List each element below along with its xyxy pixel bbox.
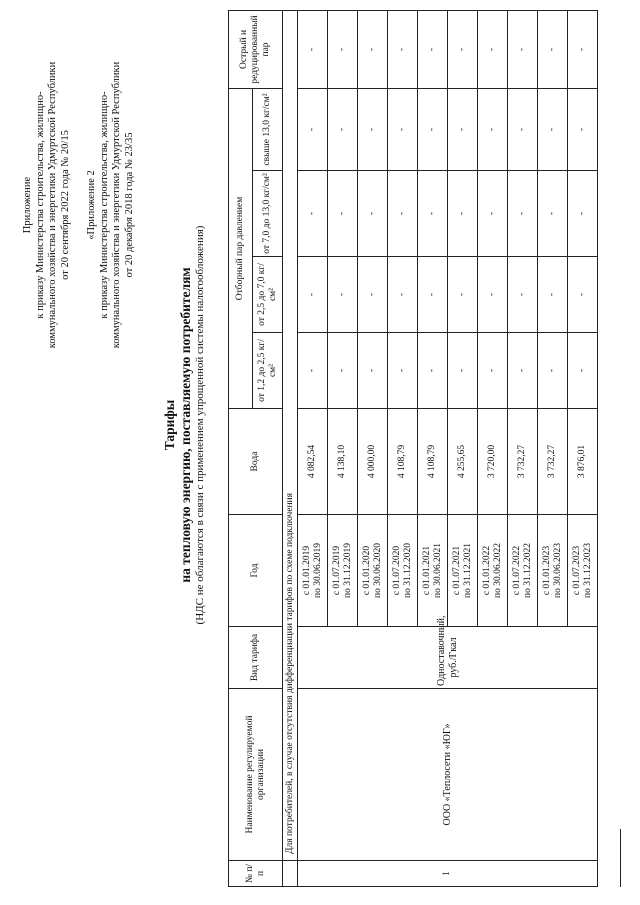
- pressure-4-value: -: [538, 88, 568, 170]
- section-label: Для потребителей, в случае отсутствия дифференциации тарифов по схеме подключения: [283, 10, 298, 860]
- header-tariff-type: Вид тарифа: [229, 627, 283, 689]
- tariff-table: [228, 10, 598, 887]
- title-line-2: на тепловую энергию, поставляемую потребителям: [178, 267, 193, 583]
- pressure-1-value: -: [298, 333, 328, 409]
- period-cell: [448, 515, 478, 627]
- period-from: с 01.01.2023: [541, 545, 552, 596]
- period-cell: [538, 515, 568, 627]
- pressure-2-value: -: [328, 257, 358, 333]
- period-to: по 31.12.2020: [402, 543, 413, 598]
- period-from: с 01.07.2022: [511, 545, 522, 596]
- water-value: 4 108,79: [388, 409, 418, 515]
- period-from: с 01.07.2019: [331, 545, 342, 596]
- period-from: с 01.01.2022: [481, 545, 492, 596]
- period-cell: [358, 515, 388, 627]
- period-cell: [418, 515, 448, 627]
- pressure-2-value: -: [388, 257, 418, 333]
- pressure-4-value: -: [448, 88, 478, 170]
- pressure-2-value: -: [508, 257, 538, 333]
- pressure-3-value: -: [448, 171, 478, 257]
- sharp-steam-value: -: [418, 10, 448, 88]
- appendix2-line: коммунального хозяйства и энергетики Удмуртской Республики: [111, 61, 122, 349]
- organization-name: ООО «Теплосети «ЮГ»: [298, 689, 598, 861]
- period-cell: [388, 515, 418, 627]
- header-number: № п/п: [229, 861, 283, 887]
- period-to: по 30.06.2019: [312, 543, 323, 598]
- row-number: 1: [298, 861, 598, 887]
- title-line-3: (НДС не облагаются в связи с применением упрощенной системы налогообложения): [194, 225, 206, 625]
- period-to: по 30.06.2023: [552, 543, 563, 598]
- pressure-3-value: -: [328, 171, 358, 257]
- pressure-1-value: -: [388, 333, 418, 409]
- water-value: 3 720,00: [478, 409, 508, 515]
- pressure-3-value: -: [478, 171, 508, 257]
- header-pressure-4: свыше 13,0 кг/см²: [253, 88, 283, 170]
- sharp-steam-value: -: [508, 10, 538, 88]
- water-value: 4 000,00: [358, 409, 388, 515]
- period-from: с 01.01.2019: [301, 545, 312, 596]
- pressure-4-value: -: [478, 88, 508, 170]
- header-water: Вода: [229, 409, 283, 515]
- water-value: 3 876,01: [568, 409, 598, 515]
- appendix2-block: [86, 25, 136, 385]
- sharp-steam-value: -: [478, 10, 508, 88]
- water-value: 3 732,27: [508, 409, 538, 515]
- pressure-3-value: -: [538, 171, 568, 257]
- period-to: по 30.06.2021: [432, 543, 443, 598]
- pressure-2-value: -: [448, 257, 478, 333]
- pressure-3-value: -: [568, 171, 598, 257]
- appendix-block: [22, 25, 72, 385]
- table-row: [298, 10, 328, 886]
- pressure-4-value: -: [508, 88, 538, 170]
- sharp-steam-value: -: [568, 10, 598, 88]
- pressure-1-value: -: [358, 333, 388, 409]
- pressure-2-value: -: [298, 257, 328, 333]
- pressure-3-value: -: [388, 171, 418, 257]
- sharp-steam-value: -: [328, 10, 358, 88]
- appendix2-line: к приказу Министерства строительства, жилищно-: [98, 91, 110, 319]
- pressure-3-value: -: [298, 171, 328, 257]
- sharp-steam-value: -: [538, 10, 568, 88]
- pressure-1-value: -: [418, 333, 448, 409]
- header-pressure-1: от 1,2 до 2,5 кг/см²: [253, 333, 283, 409]
- pressure-1-value: -: [328, 333, 358, 409]
- header-steam: Отборный пар давлением: [229, 88, 253, 408]
- period-cell: [508, 515, 538, 627]
- header-organization: Наименование регулируемой организации: [229, 689, 283, 861]
- pressure-2-value: -: [358, 257, 388, 333]
- appendix-line: Приложение: [22, 176, 33, 234]
- appendix-line: коммунального хозяйства и энергетики Удмуртской Республики: [47, 61, 58, 349]
- period-to: по 31.12.2019: [342, 543, 353, 598]
- pressure-3-value: -: [358, 171, 388, 257]
- period-from: с 01.07.2020: [391, 545, 402, 596]
- period-to: по 30.06.2020: [372, 543, 383, 598]
- period-from: с 01.01.2021: [421, 545, 432, 596]
- pressure-2-value: -: [418, 257, 448, 333]
- appendix2-line: от 20 декабря 2018 года № 23/35: [123, 132, 135, 278]
- period-from: с 01.01.2020: [361, 545, 372, 596]
- title-line-1: Тарифы: [162, 399, 177, 451]
- appendix-line: от 20 сентября 2022 года № 20/15: [59, 130, 71, 280]
- pressure-2-value: -: [568, 257, 598, 333]
- pressure-4-value: -: [358, 88, 388, 170]
- pressure-4-value: -: [418, 88, 448, 170]
- pressure-2-value: -: [478, 257, 508, 333]
- pressure-1-value: -: [508, 333, 538, 409]
- period-from: с 01.07.2021: [451, 545, 462, 596]
- section-spacer: [283, 861, 298, 887]
- water-value: 3 732,27: [538, 409, 568, 515]
- period-cell: [568, 515, 598, 627]
- header-pressure-3: от 7,0 до 13,0 кг/см²: [253, 171, 283, 257]
- period-to: по 30.06.2022: [492, 543, 503, 598]
- water-value: 4 082,54: [298, 409, 328, 515]
- sharp-steam-value: -: [358, 10, 388, 88]
- water-value: 4 138,10: [328, 409, 358, 515]
- water-value: 4 255,65: [448, 409, 478, 515]
- pressure-1-value: -: [568, 333, 598, 409]
- pressure-1-value: -: [538, 333, 568, 409]
- pressure-1-value: -: [448, 333, 478, 409]
- table-body: [283, 10, 598, 886]
- header-sharp-steam: Острый и редуцированный пар: [229, 10, 283, 88]
- header-pressure-2: от 2,5 до 7,0 кг/см²: [253, 257, 283, 333]
- period-cell: [478, 515, 508, 627]
- period-from: с 01.07.2023: [571, 545, 582, 596]
- period-cell: [298, 515, 328, 627]
- period-cell: [328, 515, 358, 627]
- appendix2-line: «Приложение 2: [86, 170, 97, 240]
- water-value: 4 108,79: [418, 409, 448, 515]
- period-to: по 31.12.2023: [582, 543, 593, 598]
- tariff-type: Одноставочный, руб./Гкал: [298, 627, 598, 689]
- pressure-4-value: -: [328, 88, 358, 170]
- document-title: [162, 125, 207, 725]
- pressure-4-value: -: [388, 88, 418, 170]
- sharp-steam-value: -: [388, 10, 418, 88]
- pressure-2-value: -: [538, 257, 568, 333]
- appendix-line: к приказу Министерства строительства, жилищно-: [34, 91, 46, 319]
- pressure-1-value: -: [478, 333, 508, 409]
- pressure-3-value: -: [418, 171, 448, 257]
- sharp-steam-value: -: [298, 10, 328, 88]
- signature-line: [620, 829, 621, 887]
- pressure-4-value: -: [568, 88, 598, 170]
- pressure-3-value: -: [508, 171, 538, 257]
- pressure-4-value: -: [298, 88, 328, 170]
- sharp-steam-value: -: [448, 10, 478, 88]
- header-year: Год: [229, 515, 283, 627]
- period-to: по 31.12.2021: [462, 543, 473, 598]
- period-to: по 31.12.2022: [522, 543, 533, 598]
